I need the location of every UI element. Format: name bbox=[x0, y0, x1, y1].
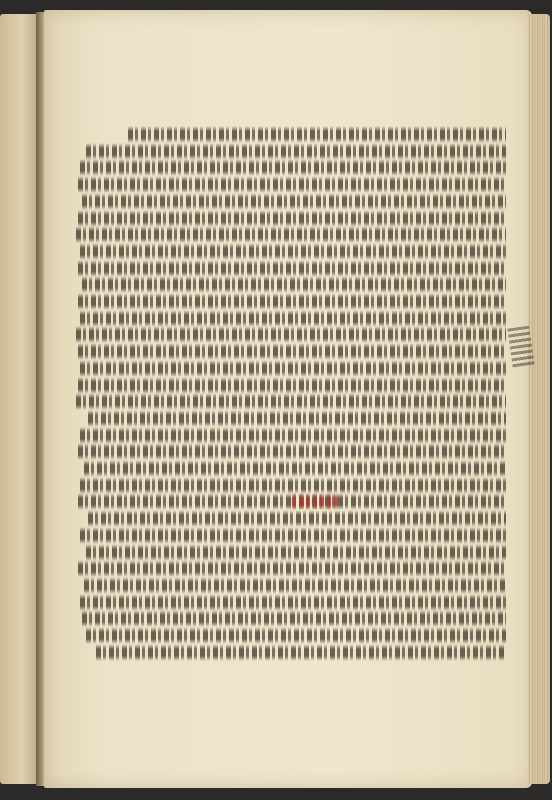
text-line bbox=[78, 560, 506, 577]
text-line bbox=[76, 326, 506, 343]
text-line bbox=[86, 544, 506, 561]
text-line bbox=[88, 410, 506, 427]
text-line bbox=[78, 210, 506, 227]
text-line bbox=[80, 527, 506, 544]
text-line bbox=[82, 276, 506, 293]
text-line bbox=[80, 594, 506, 611]
text-line bbox=[128, 126, 506, 143]
left-page-edge bbox=[0, 14, 40, 784]
text-line bbox=[76, 393, 506, 410]
rubric-word bbox=[292, 493, 338, 510]
text-line bbox=[78, 377, 506, 394]
text-line bbox=[80, 360, 506, 377]
text-line bbox=[86, 627, 506, 644]
text-line bbox=[80, 310, 506, 327]
text-line bbox=[76, 226, 506, 243]
text-line bbox=[78, 176, 506, 193]
text-line bbox=[78, 293, 506, 310]
text-line bbox=[80, 427, 506, 444]
text-line bbox=[96, 644, 506, 661]
text-line bbox=[80, 159, 506, 176]
text-line bbox=[82, 193, 506, 210]
page-stack-edges bbox=[528, 14, 550, 784]
text-line bbox=[82, 610, 506, 627]
text-line bbox=[78, 443, 506, 460]
text-line bbox=[84, 577, 506, 594]
text-line bbox=[86, 143, 506, 160]
text-line bbox=[78, 343, 506, 360]
text-line bbox=[84, 460, 506, 477]
text-line bbox=[80, 243, 506, 260]
text-line bbox=[78, 260, 506, 277]
text-line bbox=[88, 510, 506, 527]
main-text-block bbox=[76, 126, 506, 658]
text-line bbox=[80, 477, 506, 494]
